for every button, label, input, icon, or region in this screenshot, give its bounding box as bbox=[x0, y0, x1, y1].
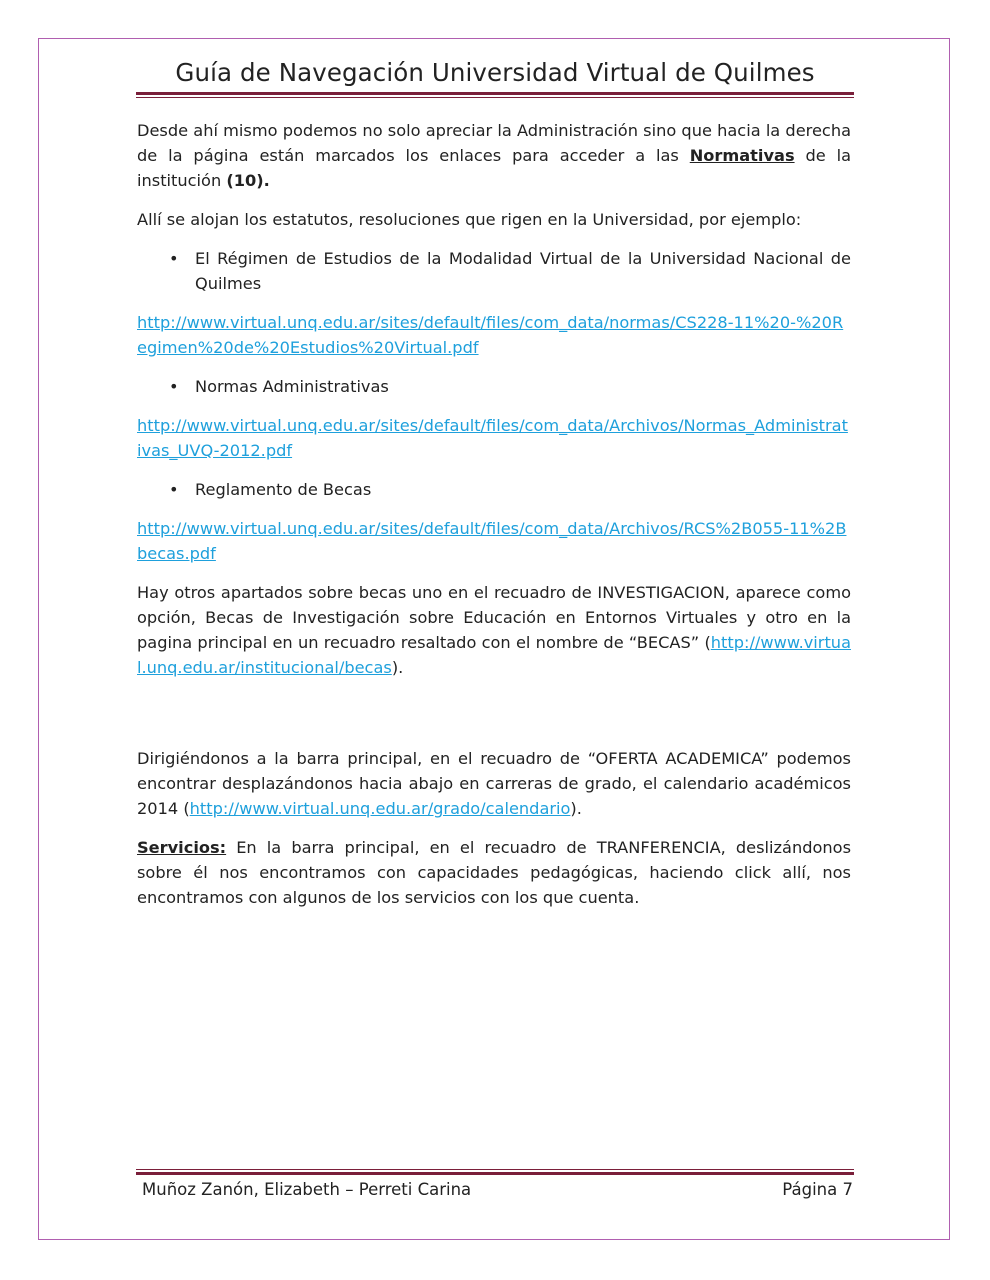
paragraph-estatutos: Allí se alojan los estatutos, resoluciones que rigen en la Universidad, por ejemplo: bbox=[137, 210, 802, 229]
footer-page-number: Página 7 bbox=[782, 1180, 853, 1199]
link-paragraph bbox=[137, 516, 851, 566]
calendario-link[interactable]: http://www.virtual.unq.edu.ar/grado/calendario bbox=[189, 799, 571, 818]
document-body bbox=[137, 118, 851, 924]
paragraph-becas: Hay otros apartados sobre becas uno en el recuadro de INVESTIGACION, aparece como opción, Becas de Investigación sobre Educación en Entornos Virtuales y otro en la pagina principal en un recuadro resaltado con el nombre de “BECAS” (http://www.virtual.unq.edu.ar/institucional/becas). bbox=[137, 583, 851, 677]
paragraph-normativas: Desde ahí mismo podemos no solo apreciar la Administración sino que hacia la derecha de la página están marcados los enlaces para acceder a las Normativas de la institución (10). bbox=[137, 121, 851, 190]
list-item: • Normas Administrativas bbox=[137, 374, 851, 399]
bullet-icon: • bbox=[169, 480, 179, 499]
page-header-title: Guía de Navegación Universidad Virtual de Quilmes bbox=[175, 58, 815, 87]
servicios-label: Servicios: bbox=[137, 838, 227, 857]
regimen-estudios-link[interactable]: http://www.virtual.unq.edu.ar/sites/default/files/com_data/normas/CS228-11%20-%20Regimen%20de%20Estudios%20Virtual.pdf bbox=[137, 313, 844, 357]
paragraph-oferta-academica: Dirigiéndonos a la barra principal, en el recuadro de “OFERTA ACADEMICA” podemos encontrar desplazándonos hacia abajo en carreras de grado, el calendario académicos 2014 (http://www.virtual.unq.edu.ar/grado/calendario). bbox=[137, 749, 851, 818]
bullet-icon: • bbox=[169, 377, 179, 396]
normativas-term: Normativas bbox=[689, 146, 795, 165]
header-rule-thick bbox=[136, 92, 854, 95]
figure-reference: (10). bbox=[226, 171, 270, 190]
link-paragraph bbox=[137, 413, 851, 463]
footer-rule-thin bbox=[136, 1169, 854, 1170]
becas-link[interactable]: http://www.virtual.unq.edu.ar/institucional/becas bbox=[137, 633, 851, 677]
normas-administrativas-link[interactable]: http://www.virtual.unq.edu.ar/sites/default/files/com_data/Archivos/Normas_Administrativas_UVQ-2012.pdf bbox=[137, 416, 848, 460]
footer-rule-thick bbox=[136, 1172, 854, 1175]
header-rule-thin bbox=[136, 97, 854, 98]
paragraph-servicios: Servicios: En la barra principal, en el recuadro de TRANFERENCIA, deslizándonos sobre él nos encontramos con capacidades pedagógicas, haciendo click allí, nos encontramos con algunos de los servicios con los que cuenta. bbox=[137, 838, 851, 907]
reglamento-becas-link[interactable]: http://www.virtual.unq.edu.ar/sites/default/files/com_data/Archivos/RCS%2B055-11%2Bbecas.pdf bbox=[137, 519, 847, 563]
link-paragraph bbox=[137, 310, 851, 360]
list-item: • El Régimen de Estudios de la Modalidad Virtual de la Universidad Nacional de Quilmes bbox=[137, 246, 851, 296]
list-item: • Reglamento de Becas bbox=[137, 477, 851, 502]
footer-authors: Muñoz Zanón, Elizabeth – Perreti Carina bbox=[142, 1180, 472, 1199]
bullet-icon: • bbox=[169, 249, 179, 268]
